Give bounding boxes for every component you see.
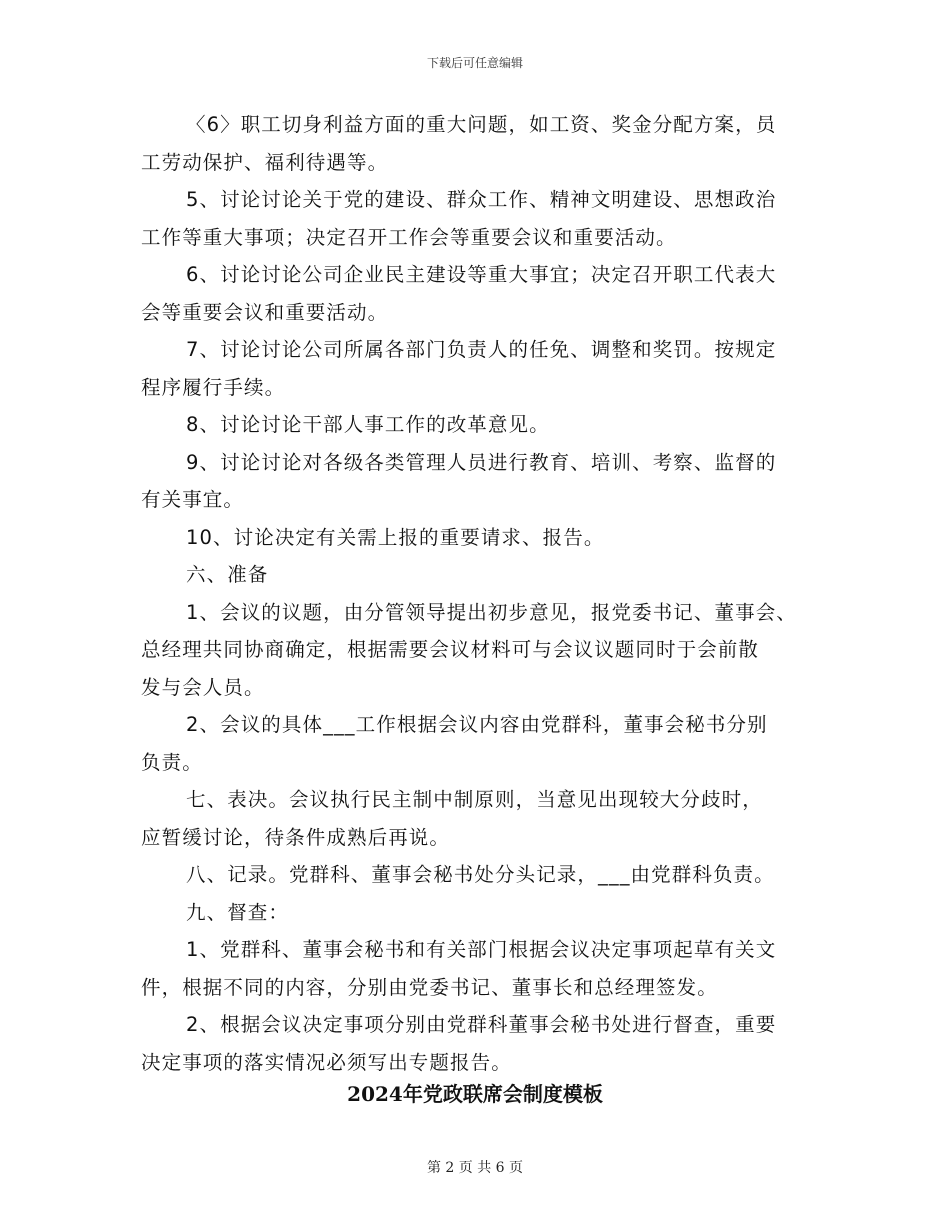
paragraph-line: 件，根据不同的内容，分别由党委书记、董事长和总经理签发。	[141, 975, 718, 999]
section-title: 2024年党政联席会制度模板	[347, 1082, 603, 1106]
paragraph-line: 10、讨论决定有关需上报的重要请求、报告。	[186, 525, 605, 549]
paragraph-line: 5、讨论讨论关于党的建设、群众工作、精神文明建设、思想政治	[186, 188, 777, 211]
paragraph-line: 程序履行手续。	[141, 375, 286, 399]
document-body	[141, 106, 809, 1081]
paragraph-line: 总经理共同协商确定，根据需要会议材料可与会议议题同时于会前散	[141, 638, 760, 661]
paragraph-line: 七、表决。会议执行民主制中制原则，当意见出现较大分歧时，	[186, 788, 763, 811]
paragraph-line: 7、讨论讨论公司所属各部门负责人的任免、调整和奖罚。按规定	[186, 338, 777, 361]
paragraph-line: 工作等重大事项；决定召开工作会等重要会议和重要活动。	[141, 225, 677, 249]
paragraph-line: 负责。	[141, 750, 203, 774]
page-header: 下载后可任意编辑	[426, 56, 523, 70]
paragraph-line: 9、讨论讨论对各级各类管理人员进行教育、培训、考察、监督的	[186, 450, 777, 474]
paragraph-line: 〈6〉职工切身利益方面的重大问题，如工资、奖金分配方案，员	[186, 113, 777, 136]
paragraph-line: 八、记录。党群科、董事会秘书处分头记录，___由党群科负责。	[186, 863, 775, 886]
paragraph-line: 1、党群科、董事会秘书和有关部门根据会议决定事项起草有关文	[186, 938, 777, 961]
paragraph-line: 会等重要会议和重要活动。	[141, 300, 389, 324]
paragraph-line: 有关事宜。	[141, 488, 245, 511]
paragraph-line: 发与会人员。	[141, 675, 265, 699]
paragraph-line: 2、会议的具体___工作根据会议内容由党群科，董事会秘书分别	[186, 713, 768, 736]
paragraph-line: 6、讨论讨论公司企业民主建设等重大事宜；决定召开职工代表大	[186, 263, 777, 286]
page-footer: 第 2 页 共 6 页	[426, 1160, 524, 1176]
paragraph-line: 六、准备	[186, 563, 269, 586]
paragraph-line: 工劳动保护、福利待遇等。	[141, 150, 389, 174]
paragraph-line: 九、督查：	[186, 900, 290, 924]
paragraph-line: 决定事项的落实情况必须写出专题报告。	[141, 1050, 512, 1074]
paragraph-line: 8、讨论讨论干部人事工作的改革意见。	[186, 413, 550, 436]
paragraph-line: 应暂缓讨论，待条件成熟后再说。	[141, 825, 451, 849]
paragraph-line: 2、根据会议决定事项分别由党群科董事会秘书处进行督查，重要	[186, 1013, 777, 1036]
paragraph-line: 1、会议的议题，由分管领导提出初步意见，报党委书记、董事会、	[186, 600, 797, 624]
